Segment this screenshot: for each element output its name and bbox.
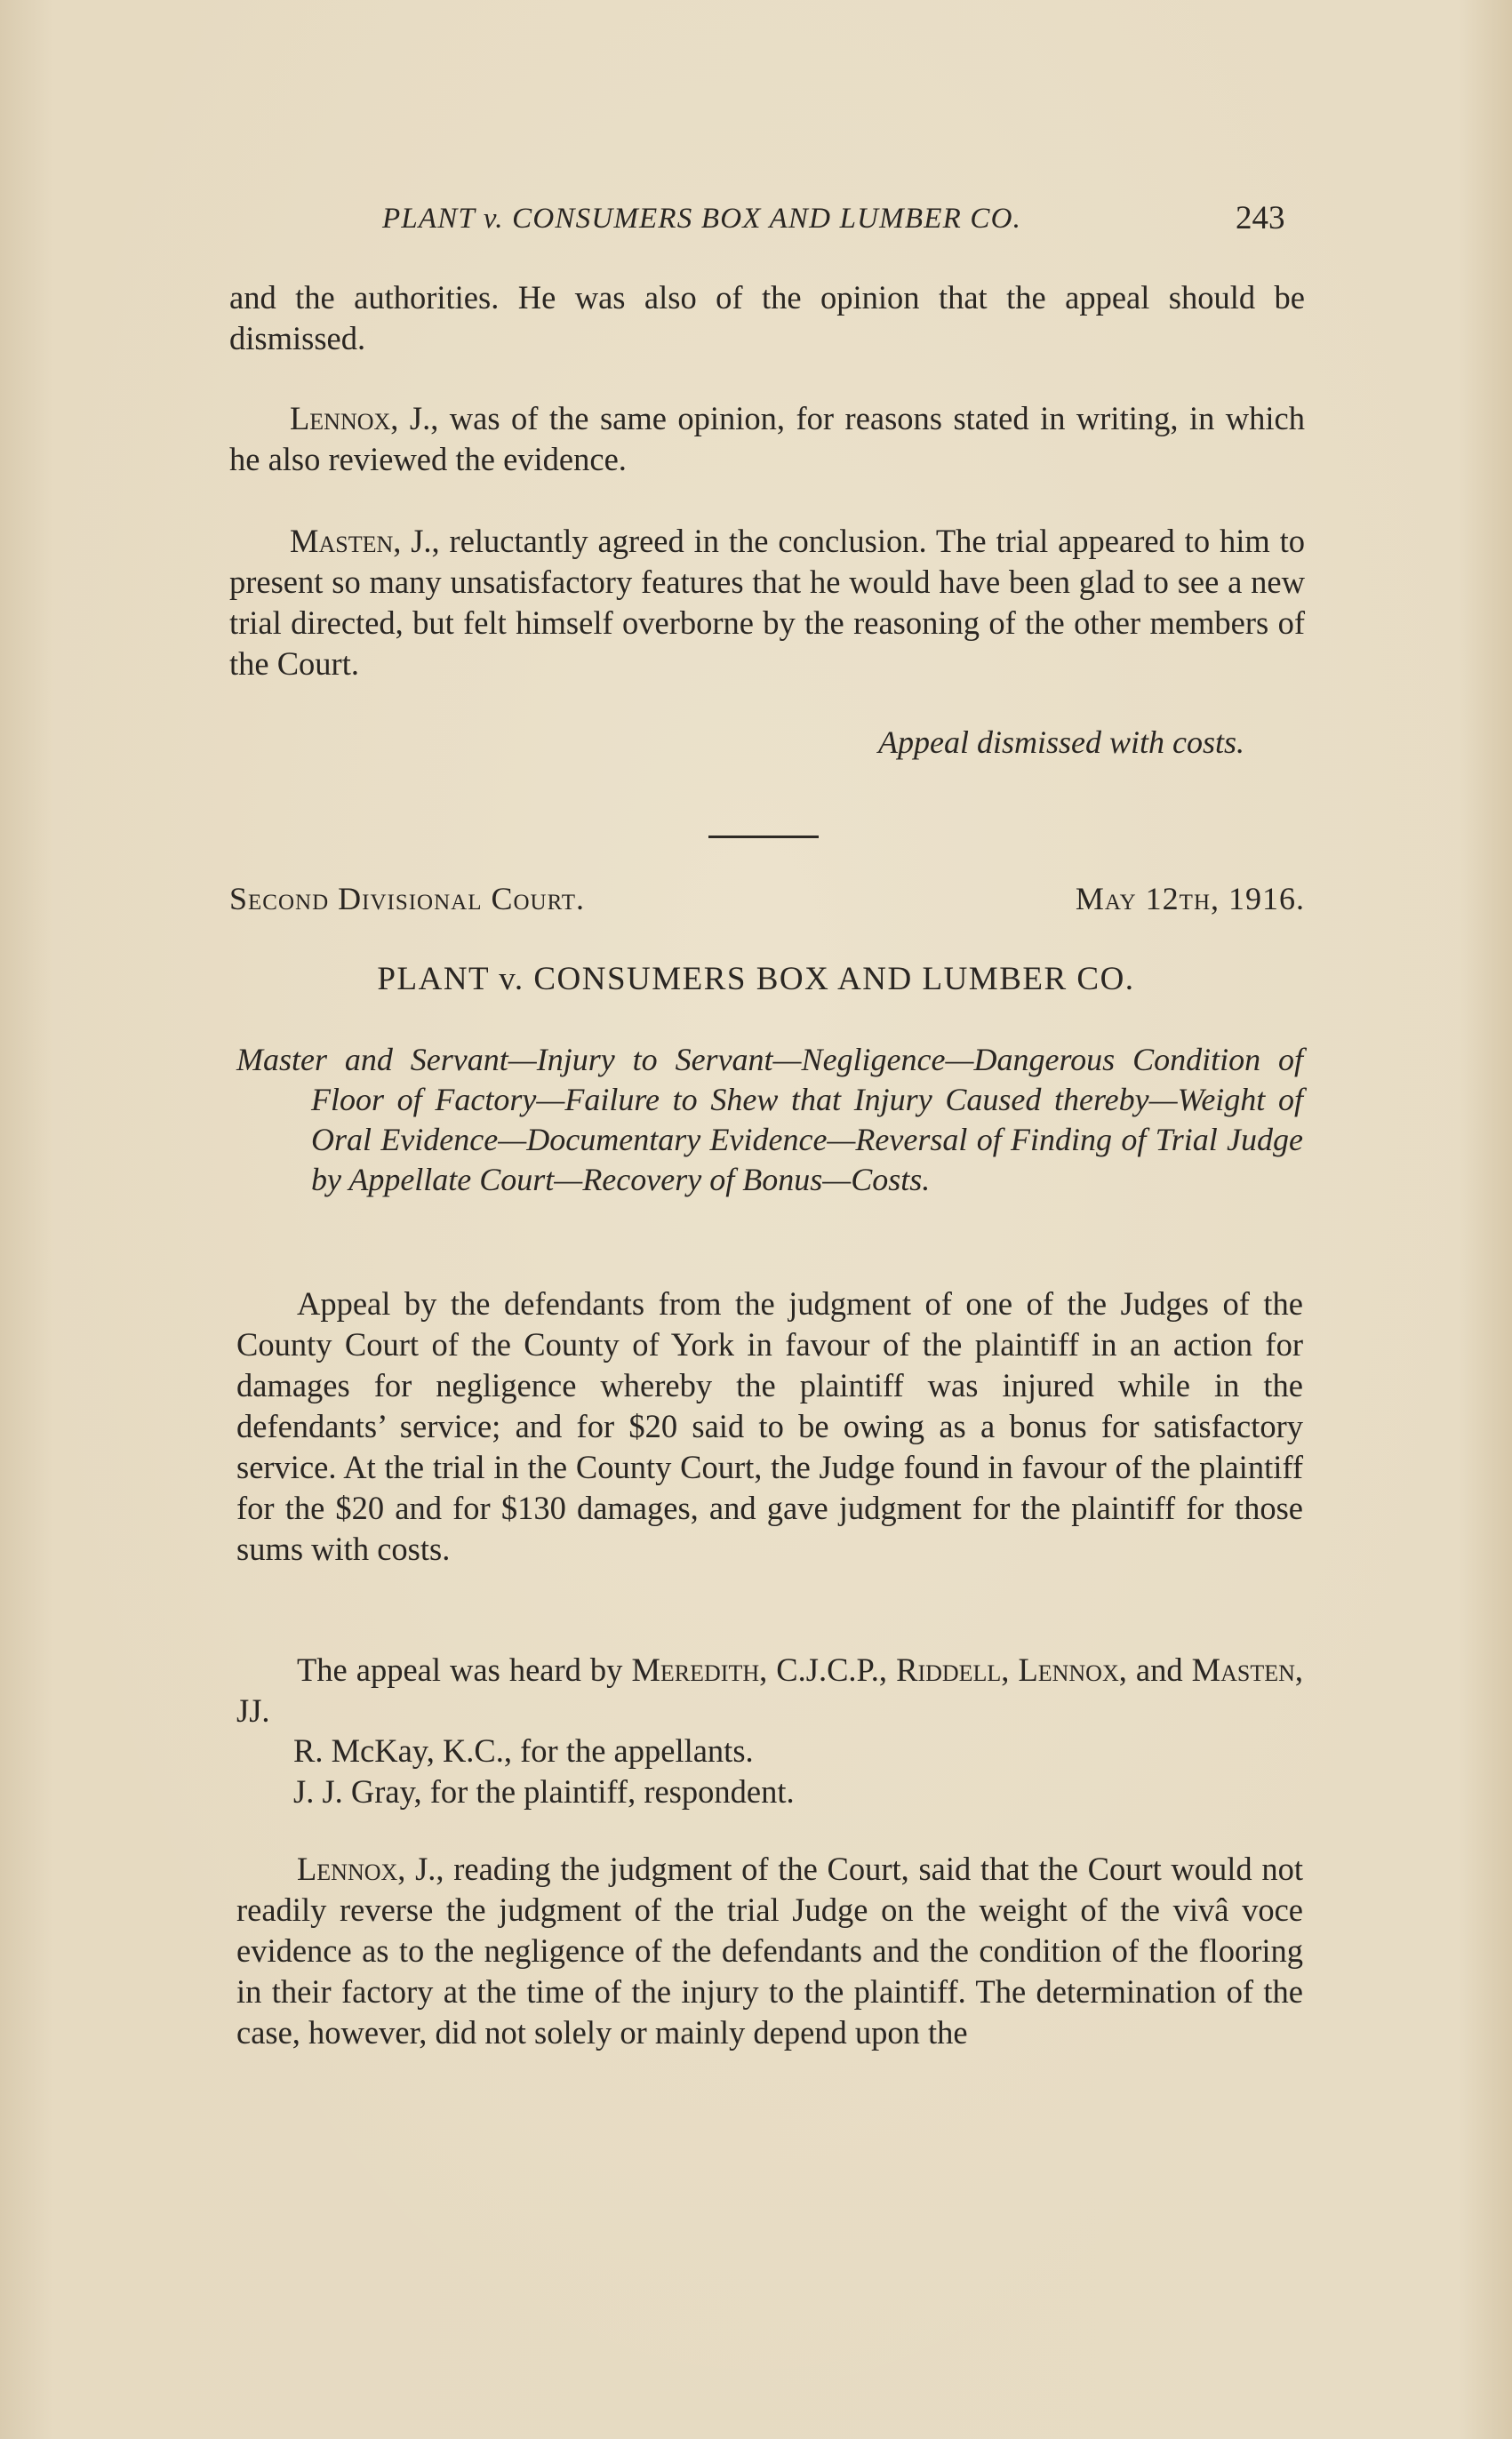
counsel-appellants: R. McKay, K.C., for the appellants.: [293, 1732, 754, 1769]
paragraph-continuation-text: and the authorities. He was also of the opinion that the appeal should be dismissed.: [229, 279, 1305, 356]
paragraph-heard-by: [236, 1650, 1303, 1731]
running-title: PLANT v. CONSUMERS BOX AND LUMBER CO.: [382, 203, 1022, 235]
judge-name-lennox-panel: Lennox: [1018, 1651, 1119, 1688]
heard-by-sep-3: , and: [1118, 1651, 1192, 1688]
judgment-text: , J., reading the judgment of the Court, said that the Court would not readily reverse the judgment of the trial Judge on the weight of the vivâ voce evidence as to the negligence of the defendants and the condition of the flooring in their factory at the time of the injury to the plaintiff. The determination of the case, however, did not solely or mainly depend upon the: [236, 1851, 1303, 2051]
judge-name-meredith: Meredith: [631, 1651, 760, 1688]
judge-name-lennox: Lennox: [290, 400, 391, 436]
appeal-text: Appeal by the defendants from the judgment of one of the Judges of the County Court of the County of York in favour of the plaintiff in an action for damages for negligence whereby the plaintiff was injured while in the defendants’ service; and for $20 said to be owing as a bonus for satisfactory service. At the trial in the County Court, the Judge found in favour of the plaintiff for the $20 and for $130 damages, and gave judgment for the plaintiff for those sums with costs.: [236, 1285, 1303, 1567]
judge-name-masten-panel: Masten: [1191, 1651, 1295, 1688]
paragraph-judgment: [236, 1849, 1303, 2053]
paragraph-masten-opinion: [229, 521, 1305, 684]
case-title: PLANT v. CONSUMERS BOX AND LUMBER CO.: [377, 961, 1135, 997]
paragraph-appeal: [236, 1283, 1303, 1570]
section-divider: [708, 836, 819, 838]
headnote: Master and Servant—Injury to Servant—Negligence—Dangerous Condition of Floor of Factory—Failure to Shew that Injury Caused thereby—Weight of Oral Evidence—Documentary Evidence—Reversal of Finding of Trial Judge by Appellate Court—Recovery of Bonus—Costs.: [236, 1042, 1303, 1197]
judge-name-masten: Masten: [290, 523, 394, 559]
heard-by-text: The appeal was heard by: [297, 1651, 632, 1688]
disposition: Appeal dismissed with costs.: [878, 724, 1244, 760]
heard-by-sep-2: ,: [1001, 1651, 1019, 1688]
judge-name-riddell: Riddell: [896, 1651, 1002, 1688]
court-name: Second Divisional Court.: [229, 881, 586, 916]
heard-by-sep-1: , C.J.C.P.,: [759, 1651, 897, 1688]
counsel-respondent: J. J. Gray, for the plaintiff, respondent.: [293, 1773, 795, 1810]
court-date-line: [229, 880, 1305, 921]
lennox-opinion-text: , J., was of the same opinion, for reasons stated in writing, in which he also reviewed the evidence.: [229, 400, 1305, 477]
masten-opinion-text: , J., reluctantly agreed in the conclusion. The trial appeared to him to present so many unsatisfactory features that he would have been glad to see a new trial directed, but felt himself overborne by the reasoning of the other members of the Court.: [229, 523, 1305, 682]
running-head: [0, 200, 1512, 247]
decision-date: May 12th, 1916.: [1075, 881, 1305, 916]
heard-by-suffix: , JJ.: [236, 1651, 1303, 1729]
judge-name-lennox-judgment: Lennox: [297, 1851, 398, 1887]
paragraph-lennox-opinion: [229, 398, 1305, 480]
paragraph-continuation: [229, 277, 1305, 359]
page-number: 243: [1236, 200, 1285, 236]
